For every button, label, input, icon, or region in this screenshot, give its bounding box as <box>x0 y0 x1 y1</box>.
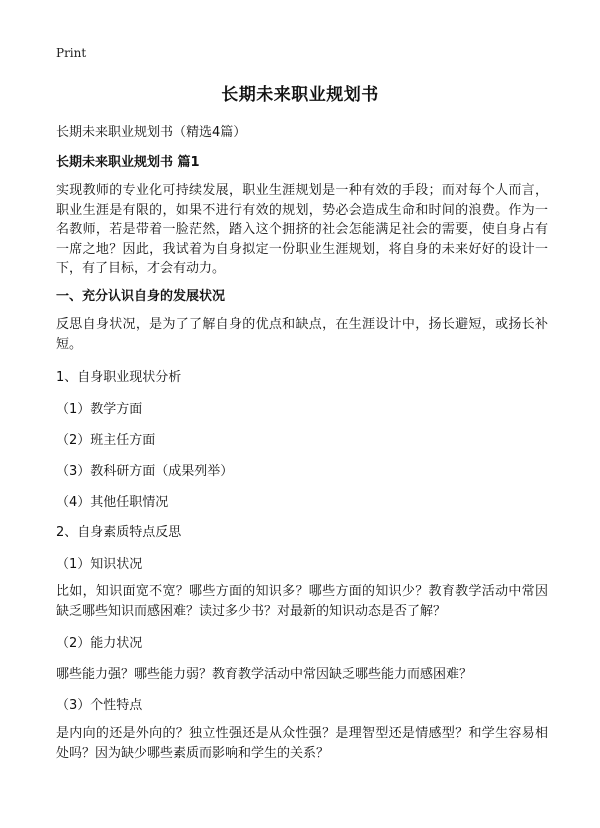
print-link[interactable]: Print <box>56 46 87 60</box>
document-subtitle: 长期未来职业规划书（精选4篇） <box>56 125 247 140</box>
item2-sub1: （1）知识状况 <box>56 557 143 572</box>
item2-sub3: （3）个性特点 <box>56 698 143 713</box>
section1-paragraph: 反思自身状况，是为了了解自身的优点和缺点，在生涯设计中，扬长避短，或扬长补短。 <box>56 317 548 352</box>
item1-sub3: （3）教科研方面（成果列举） <box>56 464 234 479</box>
item2-sub3-text: 是内向的还是外向的？独立性强还是从众性强？是理智型还是情感型？和学生容易相处吗？因为缺少哪些素质而影响和学生的关系？ <box>56 726 548 761</box>
item2-sub2: （2）能力状况 <box>56 636 143 651</box>
item1-sub4: （4）其他任职情况 <box>56 495 169 510</box>
part-title: 长期未来职业规划书 篇1 <box>56 155 200 170</box>
item2-sub1-text: 比如，知识面宽不宽？哪些方面的知识多？哪些方面的知识少？教育教学活动中常因缺乏哪些知识而感困难？读过多少书？对最新的知识动态是否了解？ <box>56 584 548 619</box>
item2-sub2-text: 哪些能力强？哪些能力弱？教育教学活动中常因缺乏哪些能力而感困难？ <box>56 667 473 682</box>
intro-paragraph: 实现教师的专业化可持续发展，职业生涯规划是一种有效的手段；而对每个人而言，职业生涯是有限的，如果不进行有效的规划，势必会造成生命和时间的浪费。作为一名教师，若是带着一脸茫然，踏入这个拥挤的社会怎能满足社会的需要，使自身占有一席之地？因此，我试着为自身拟定一份职业生涯规划，将自身的未来好好的设计一下，有了目标，才会有动力。 <box>56 183 548 277</box>
item1-sub2: （2）班主任方面 <box>56 433 156 448</box>
section1-title: 一、充分认识自身的发展状况 <box>56 289 226 304</box>
item1-title: 1、自身职业现状分析 <box>56 370 182 385</box>
item2-title: 2、自身素质特点反思 <box>56 525 182 540</box>
item1-sub1: （1）教学方面 <box>56 402 143 417</box>
document-title: 长期未来职业规划书 <box>221 85 379 105</box>
